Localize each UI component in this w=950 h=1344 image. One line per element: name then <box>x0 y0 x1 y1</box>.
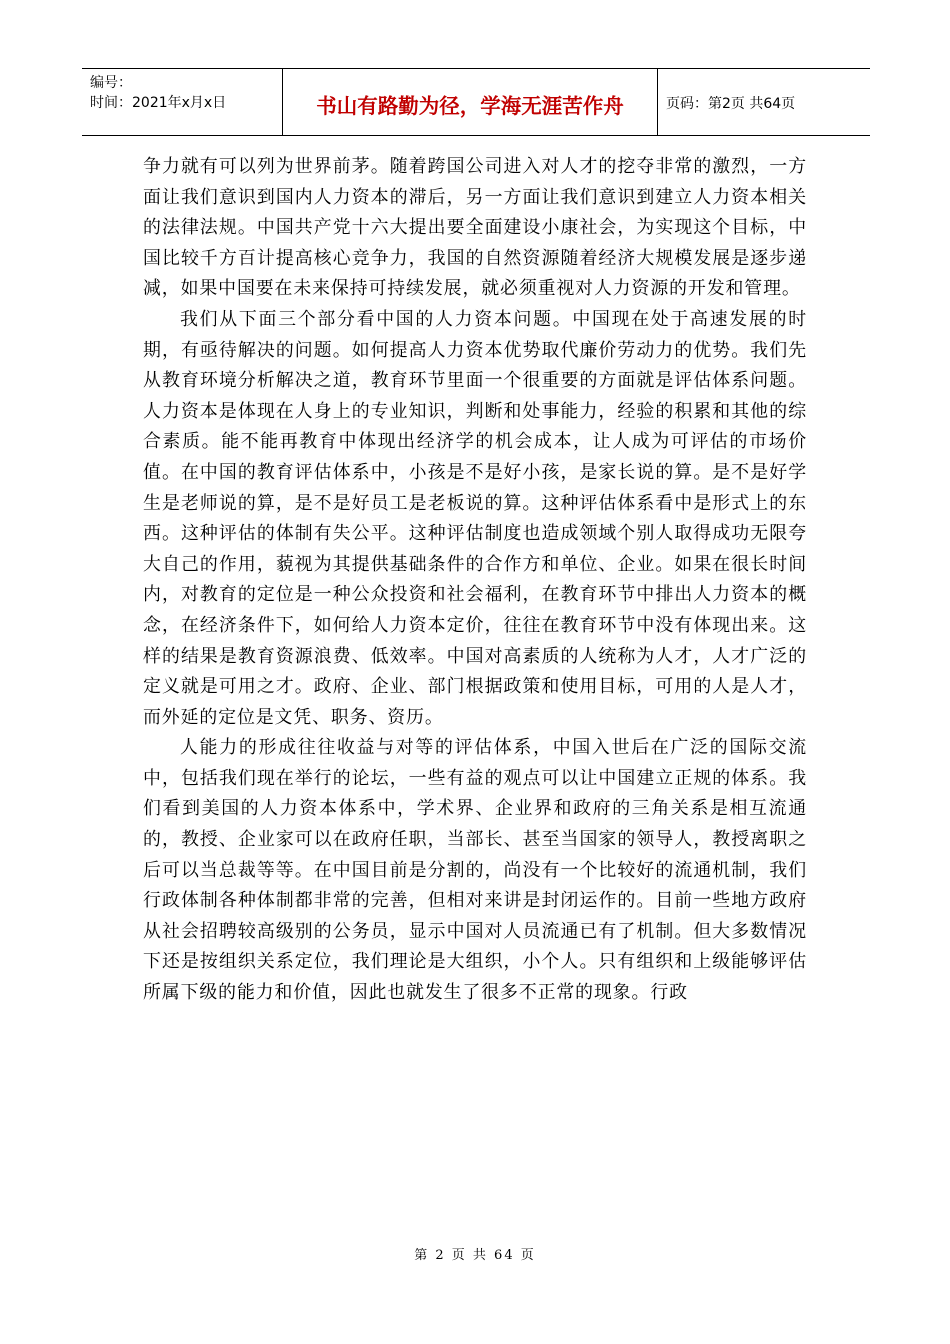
page-footer: 第 2 页 共 64 页 <box>414 1248 536 1263</box>
paragraph: 我们从下面三个部分看中国的人力资本问题。中国现在处于高速发展的时期，有亟待解决的问题。如何提高人力资本优势取代廉价劳动力的优势。我们先从教育环境分析解决之道，教育环节里面一个很重要的方面就是评估体系问题。人力资本是体现在人身上的专业知识，判断和处事能力，经验的积累和其他的综合素质。能不能再教育中体现出经济学的机会成本，让人成为可评估的市场价值。在中国的教育评估体系中，小孩是不是好小孩，是家长说的算。是不是好学生是老师说的算，是不是好员工是老板说的算。这种评估体系看中是形式上的东西。这种评估的体制有失公平。这种评估制度也造成领域个别人取得成功无限夸大自己的作用，藐视为其提供基础条件的合作方和单位、企业。如果在很长时间内，对教育的定位是一种公众投资和社会福利，在教育环节中排出人力资本的概念，在经济条件下，如何给人力资本定价，往往在教育环节中没有体现出来。这样的结果是教育资源浪费、低效率。中国对高素质的人统称为人才，人才广泛的定义就是可用之才。政府、企业、部门根据政策和使用目标，可用的人是人才，而外延的定位是文凭、职务、资历。 <box>143 308 807 728</box>
paragraph: 人能力的形成往往收益与对等的评估体系，中国入世后在广泛的国际交流中，包括我们现在举行的论坛，一些有益的观点可以让中国建立正规的体系。我们看到美国的人力资本体系中，学术界、企业界和政府的三角关系是相互流通的，教授、企业家可以在政府任职，当部长、甚至当国家的领导人，教授离职之后可以当总裁等等。在中国目前是分割的，尚没有一个比较好的流通机制，我们行政体制各种体制都非常的完善，但相对来讲是封闭运作的。目前一些地方政府从社会招聘较高级别的公务员，显示中国对人员流通已有了机制。但大多数情况下还是按组织关系定位，我们理论是大组织，小个人。只有组织和上级能够评估所属下级的能力和价值，因此也就发生了很多不正常的现象。行政 <box>143 737 807 1004</box>
page-header <box>82 68 870 136</box>
header-motto: 书山有路勤为径，学海无涯苦作舟 <box>283 69 658 135</box>
document-body <box>143 152 807 1009</box>
header-meta <box>82 69 283 135</box>
header-page-info: 页码：第2页 共64页 <box>666 96 796 112</box>
paragraph: 争力就有可以列为世界前茅。随着跨国公司进入对人才的挖夺非常的激烈，一方面让我们意识到国内人力资本的滞后，另一方面让我们意识到建立人力资本相关的法律法规。中国共产党十六大提出要全面建设小康社会，为实现这个目标，中国比较千方百计提高核心竞争力，我国的自然资源随着经济大规模发展是逐步递减，如果中国要在未来保持可持续发展，就必须重视对人力资源的开发和管理。 <box>143 156 807 300</box>
document-date: 时间：2021年x月x日 <box>90 95 227 111</box>
document-number-label: 编号： <box>90 75 132 91</box>
